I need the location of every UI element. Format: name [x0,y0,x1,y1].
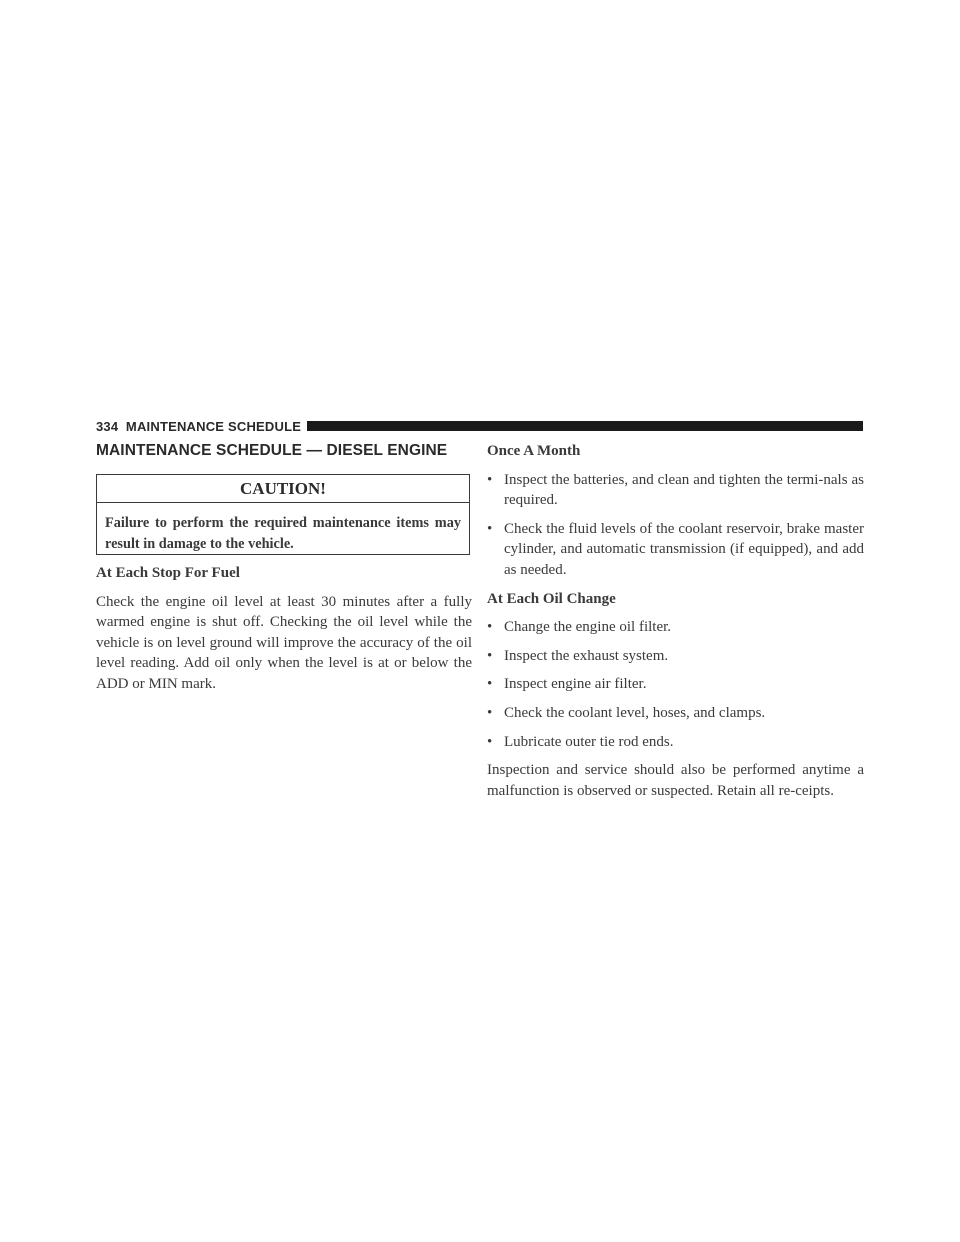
header-rule [307,421,863,431]
list-item-text: Change the engine oil filter. [504,619,672,636]
bullet-icon: • [487,471,493,488]
bullet-icon: • [487,733,493,750]
bullet-icon: • [487,676,493,693]
bullet-icon: • [487,619,493,636]
bullet-icon: • [487,647,493,664]
running-section-title: MAINTENANCE SCHEDULE [125,418,302,434]
bullet-icon: • [487,520,493,537]
header-label [96,419,307,434]
list-item-text: Inspect the batteries, and clean and tighten the termi-nals as required. [504,471,864,509]
list-item [487,703,864,724]
bullet-icon: • [487,704,493,721]
section-title: MAINTENANCE SCHEDULE — DIESEL ENGINE [96,442,448,459]
fuel-stop-heading: At Each Stop For Fuel [96,565,240,581]
right-column [487,441,864,809]
page-header [96,418,863,434]
list-item-text: Inspect the exhaust system. [504,647,669,664]
list-item [487,470,864,511]
caution-box [96,474,470,555]
list-item [487,732,864,753]
monthly-heading: Once A Month [487,443,581,459]
caution-heading: CAUTION! [97,475,469,503]
oil-change-heading: At Each Oil Change [487,590,616,607]
caution-text: Failure to perform the required maintenance items may result in damage to the vehicle. [105,515,461,552]
list-item-text: Lubricate outer tie rod ends. [504,733,674,750]
closing-text: Inspection and service should also be performed anytime a malfunction is observed or suspected. Retain all re-ceipts. [487,762,864,799]
list-item-text: Inspect engine air filter. [504,676,647,693]
page-number: 334 [96,418,119,434]
list-item [487,674,864,695]
fuel-stop-text: Check the engine oil level at least 30 minutes after a fully warmed engine is shut off. Checking the oil level while the vehicle is on level ground will improve the accuracy of the oil level reading. Add oil only when the level is at or below the ADD or MIN mark. [96,593,472,692]
list-item-text: Check the fluid levels of the coolant reservoir, brake master cylinder, and automatic transmission (if equipped), and add as needed. [504,520,864,578]
list-item-text: Check the coolant level, hoses, and clamps. [504,704,766,721]
list-item [487,617,864,638]
list-item [487,646,864,667]
left-column [96,563,472,703]
list-item [487,519,864,581]
